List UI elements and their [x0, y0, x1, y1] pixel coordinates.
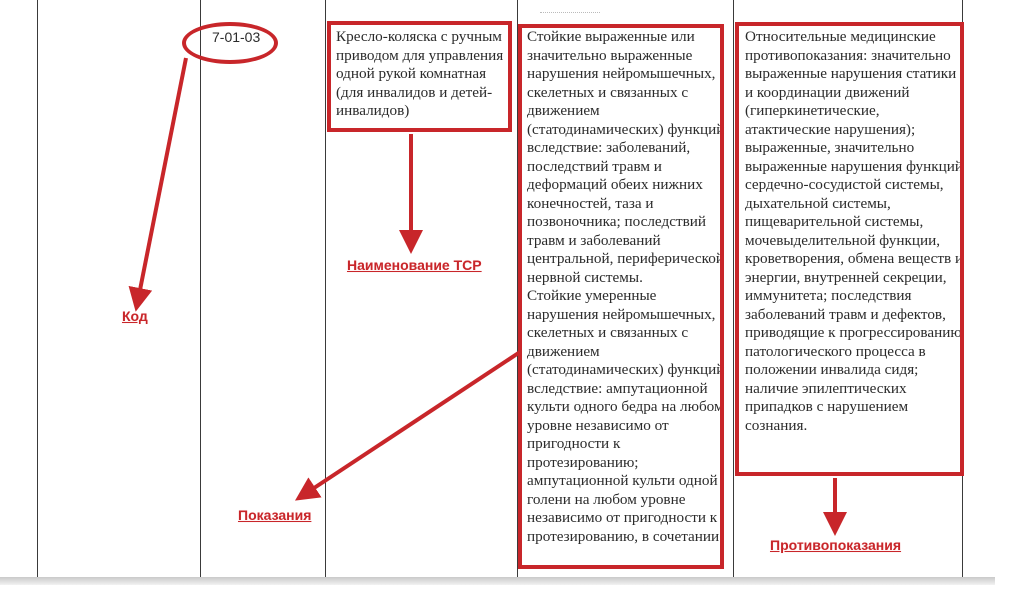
- code-cell: 7-01-03: [212, 29, 261, 45]
- contraindications-cell: Относительные медицинские противопоказания: значительно выраженные нарушения статики и координации движений (гиперкинетические, атактические нарушения); выраженные, значительно выраженные нарушения функций сердечно-сосудистой системы, дыхательной системы, пищеварительной системы, мочевыделительной функции, кроветворения, обмена веществ и энергии, внутренней секреции, иммунитета; последствия заболеваний травм и дефектов, приводящие к прогрессированию патологического процесса в положении инвалида сидя; наличие эпилептических припадков с нарушением сознания.: [745, 28, 964, 434]
- product-name-cell: Кресло-коляска с ручным приводом для управления одной рукой комнатная (для инвалидов и детей-инвалидов): [336, 28, 504, 119]
- name-label: Наименование ТСР: [347, 257, 482, 273]
- indications-cell: Стойкие выраженные или значительно выраженные нарушения нейромышечных, скелетных и связанных с движением (статодинамических) функций вследствие: заболеваний, последствий травм и деформаций обеих нижних конечностей, таза и позвоночника; последствий травм и заболеваний центральной, периферической нервной системы. Стойкие умеренные нарушения нейромышечных, скелетных и связанных с движением (статодинамических) функций вследствие: ампутационной культи одного бедра на любом уровне независимо от пригодности к протезированию; ампутационной культи одной голени на любом уровне независимо от пригодности к протезированию, в сочетании: [527, 28, 725, 545]
- indications-arrow: [305, 352, 520, 494]
- code-label: Код: [122, 308, 148, 324]
- indications-label: Показания: [238, 507, 312, 523]
- contraindications-label: Противопоказания: [770, 537, 902, 553]
- code-arrow: [138, 58, 186, 300]
